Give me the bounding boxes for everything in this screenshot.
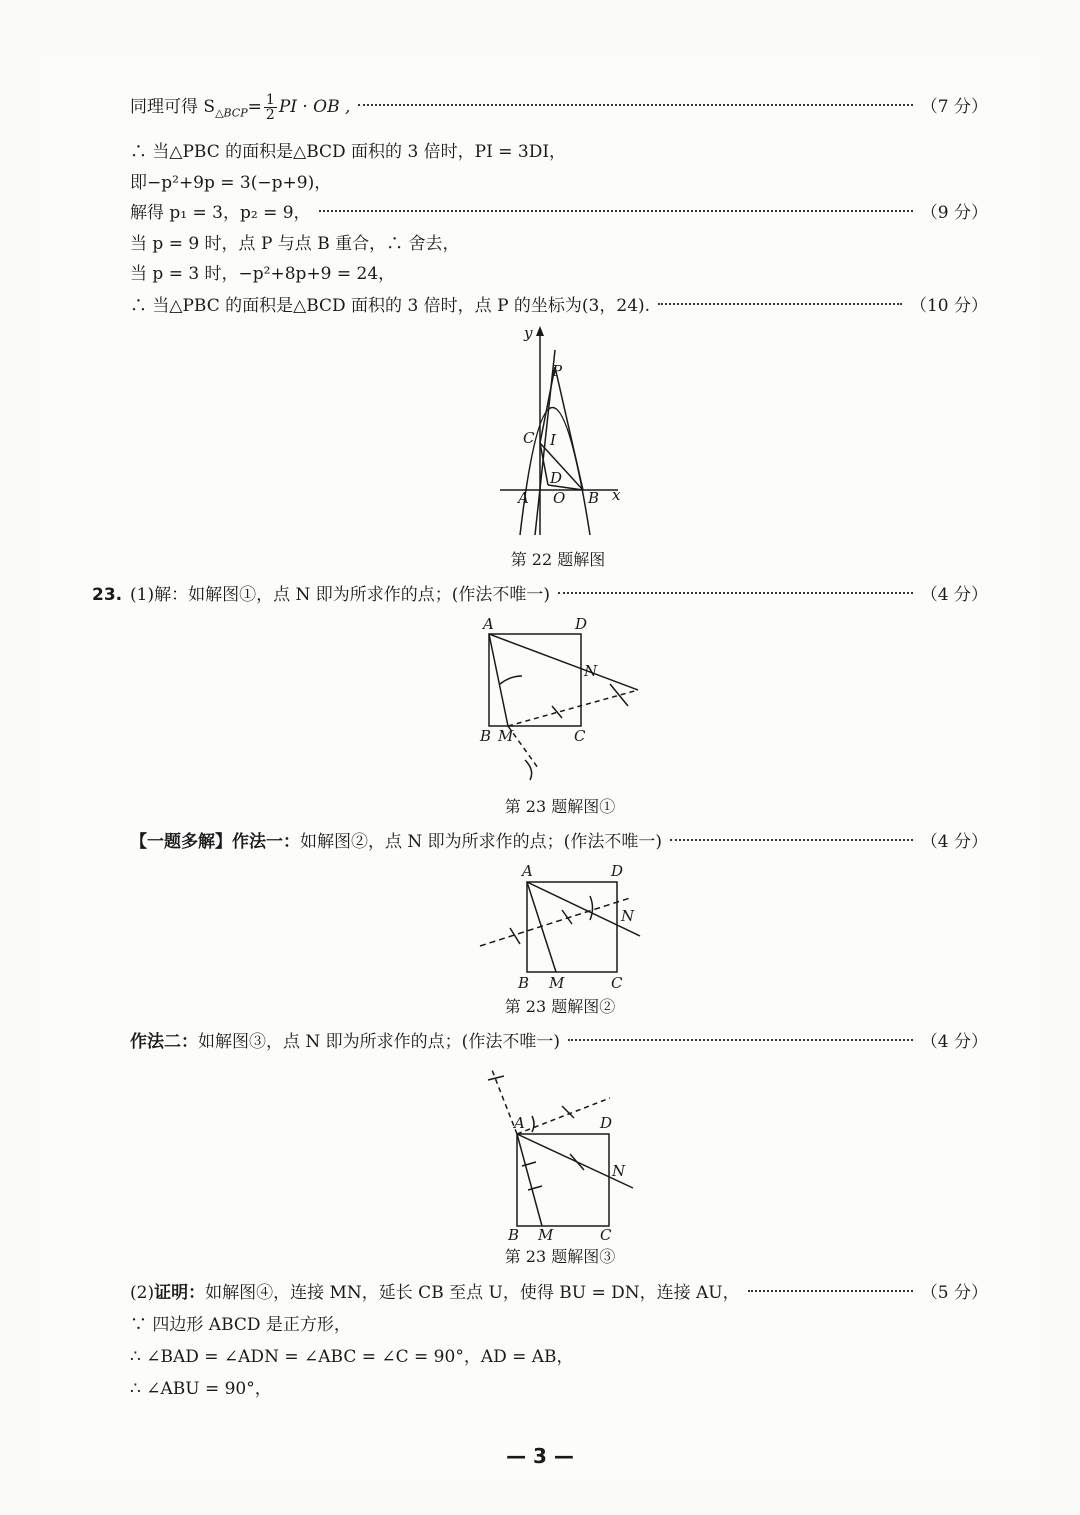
equals-sign: = [247,97,262,117]
label-O: O [553,489,566,507]
proof-tag: 证明： [154,1283,206,1303]
label-B: B [518,974,530,992]
part-label: (2) [130,1283,155,1303]
q23-part2-line [130,1281,988,1305]
label-N: N [584,662,598,680]
label-M: M [538,1226,554,1244]
label-B: B [480,727,492,745]
q23-part1-line [130,583,988,607]
figure-22-parabola [490,320,640,540]
question-number: 23. [92,585,123,605]
fraction-one-half [264,93,277,122]
solution-line-2 [130,140,988,164]
figure-23-2 [470,858,650,998]
label-A: A [522,862,533,880]
line-text: ∵ 四边形 ABCD 是正方形， [130,1315,351,1335]
proof-line-1 [130,1313,988,1337]
line-text: 当 p = 3 时，−p²+8p+9 = 24， [130,264,396,284]
label-y: y [524,324,533,342]
label-C: C [600,1226,612,1244]
label-B: B [508,1226,520,1244]
label-I: I [550,431,556,449]
dot-leader [658,303,902,305]
label-N: N [612,1162,626,1180]
proof-line-3 [130,1377,988,1401]
score-label: （4 分） [920,832,988,852]
label-P: P [552,362,563,380]
figure-23-3-caption: 第 23 题解图③ [504,1247,616,1266]
label-x: x [612,486,621,504]
multi-solution-tag: 【一题多解】作法一： [130,832,300,852]
dot-leader [748,1290,913,1292]
fraction-numerator: 1 [265,92,275,108]
label-A: A [483,615,494,633]
fraction-denominator: 2 [265,107,275,123]
line-text: 如解图③，点 N 即为所求作的点；(作法不唯一) [198,1032,560,1052]
label-A: A [514,1114,525,1132]
dot-leader [319,210,913,212]
label-A: A [518,489,529,507]
line-text: ∴ 当△PBC 的面积是△BCD 面积的 3 倍时，点 P 的坐标为(3，24). [130,296,651,316]
method-two-line [130,1030,988,1054]
line-text: ∴ 当△PBC 的面积是△BCD 面积的 3 倍时，PI = 3DI， [130,142,567,162]
line-text: ∴ ∠BAD = ∠ADN = ∠ABC = ∠C = 90°，AD = AB， [130,1347,574,1367]
solution-line-5 [130,232,988,256]
score-label: （4 分） [920,1032,988,1052]
line-text: 如解图②，点 N 即为所求作的点；(作法不唯一) [300,832,662,852]
label-D: D [600,1114,613,1132]
label-D: D [550,469,563,487]
score-label: （7 分） [920,97,988,117]
label-D: D [575,615,588,633]
line-text: 当 p = 9 时，点 P 与点 B 重合，∴ 舍去， [130,234,460,254]
text-pi-ob: PI · OB , [278,97,351,117]
score-label: （9 分） [920,203,988,223]
label-M: M [549,974,565,992]
label-C: C [611,974,623,992]
figure-23-1 [470,610,650,790]
method-two-tag: 作法二： [130,1032,198,1052]
figure-23-2-caption: 第 23 题解图② [504,997,616,1016]
solution-line-7 [130,294,988,318]
solution-line-3 [130,171,988,195]
y-axis-arrow-icon [536,326,544,336]
line-text: (1)解：如解图①，点 N 即为所求作的点；(作法不唯一) [130,585,551,605]
label-C: C [574,727,586,745]
score-label: （5 分） [920,1283,988,1303]
text-same-reason: 同理可得 S [130,97,216,117]
label-N: N [621,907,635,925]
dot-leader [358,104,912,106]
solution-line-4 [130,201,988,225]
dot-leader [670,839,913,841]
label-C: C [523,429,535,447]
multi-solution-line [130,830,988,854]
figure-23-1-caption: 第 23 题解图① [504,797,616,816]
solution-line-1 [130,93,988,125]
line-text: 如解图④，连接 MN，延长 CB 至点 U，使得 BU = DN，连接 AU， [205,1283,740,1303]
line-text: 即−p²+9p = 3(−p+9)， [130,173,332,193]
area-subscript: △BCP [215,106,248,120]
figure-23-3 [470,1062,650,1247]
label-D: D [611,862,624,880]
label-M: M [498,727,514,745]
dot-leader [558,592,913,594]
label-B: B [588,489,600,507]
line-text: 解得 p₁ = 3，p₂ = 9， [130,203,311,223]
line-text: ∴ ∠ABU = 90°， [130,1379,272,1399]
dot-leader [568,1039,913,1041]
score-label: （4 分） [920,585,988,605]
page-number: — 3 — [506,1444,574,1468]
solution-line-6 [130,262,988,286]
score-label: （10 分） [909,296,988,316]
proof-line-2 [130,1345,988,1369]
figure-22-caption: 第 22 题解图 [510,550,606,569]
